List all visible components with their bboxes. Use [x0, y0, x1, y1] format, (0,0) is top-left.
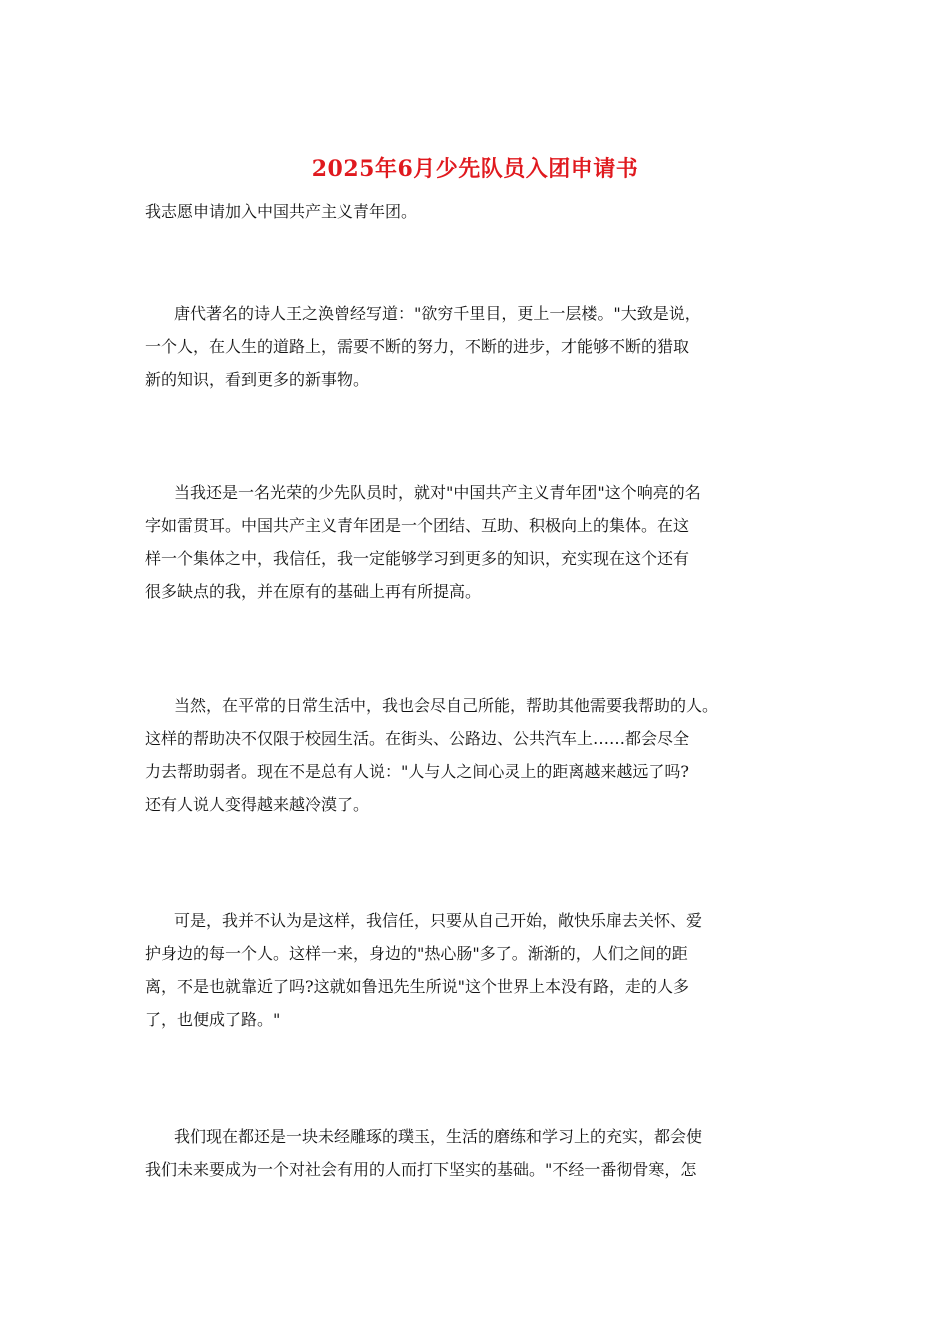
paragraph-line: 字如雷贯耳。中国共产主义青年团是一个团结、互助、积极向上的集体。在这: [145, 516, 690, 535]
paragraph-line: 当我还是一名光荣的少先队员时，就对"中国共产主义青年团"这个响亮的名: [174, 483, 701, 502]
paragraph-line: 唐代著名的诗人王之涣曾经写道："欲穷千里目，更上一层楼。"大致是说，: [174, 304, 701, 323]
paragraph-line: 一个人，在人生的道路上，需要不断的努力，不断的进步，才能够不断的猎取: [145, 337, 690, 356]
paragraph-5: [145, 1126, 815, 1192]
paragraph-line: 当然，在平常的日常生活中，我也会尽自己所能，帮助其他需要我帮助的人。: [174, 696, 719, 715]
paragraph-line: 新的知识，看到更多的新事物。: [145, 370, 370, 389]
paragraph-line: 这样的帮助决不仅限于校园生活。在街头、公路边、公共汽车上……都会尽全: [145, 729, 690, 748]
paragraph-line: 了，也便成了路。": [145, 1010, 281, 1029]
paragraph-line: 我们未来要成为一个对社会有用的人而打下坚实的基础。"不经一番彻骨寒，怎: [145, 1160, 697, 1179]
paragraph-line: 护身边的每一个人。这样一来，身边的"热心肠"多了。渐渐的，人们之间的距: [145, 944, 688, 963]
paragraph-line: 还有人说人变得越来越冷漠了。: [145, 795, 370, 814]
paragraph-1: [145, 303, 815, 402]
paragraph-2: [145, 482, 815, 614]
paragraph-line: 很多缺点的我，并在原有的基础上再有所提高。: [145, 582, 482, 601]
paragraph-line: 样一个集体之中，我信任，我一定能够学习到更多的知识，充实现在这个还有: [145, 549, 690, 568]
paragraph-line: 可是，我并不认为是这样，我信任，只要从自己开始，敞快乐扉去关怀、爱: [174, 911, 703, 930]
paragraph-3: [145, 695, 815, 827]
paragraph-line: 离，不是也就靠近了吗?这就如鲁迅先生所说"这个世界上本没有路，走的人多: [145, 977, 689, 996]
document-title: 2025年6月少先队员入团申请书: [311, 156, 639, 182]
paragraph-line: 我们现在都还是一块未经雕琢的璞玉，生活的磨练和学习上的充实，都会使: [174, 1127, 703, 1146]
paragraph-4: [145, 910, 815, 1042]
paragraph-line: 力去帮助弱者。现在不是总有人说："人与人之间心灵上的距离越来越远了吗?: [145, 762, 689, 781]
intro-text: 我志愿申请加入中国共产主义青年团。: [145, 202, 418, 221]
